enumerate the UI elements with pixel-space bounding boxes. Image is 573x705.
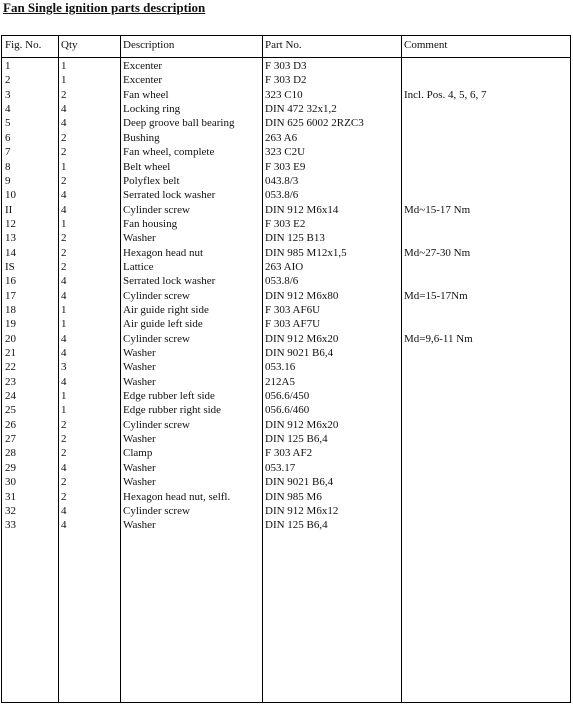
fig-no-cell: 16: [5, 275, 16, 288]
part-no-cell: F 303 D2: [265, 74, 307, 87]
part-no-cell: DIN 912 M6x80: [265, 289, 339, 302]
fig-no-cell: 27: [5, 433, 16, 446]
qty-cell: 2: [61, 447, 67, 460]
qty-cell: 1: [61, 318, 67, 331]
table-row: [2, 260, 570, 274]
qty-cell: 4: [61, 332, 67, 345]
table-row: [2, 274, 570, 288]
part-no-cell: F 303 E2: [265, 217, 306, 230]
part-no-cell: 263 A6: [265, 131, 298, 144]
description-cell: Hexagon head nut: [123, 246, 204, 259]
description-cell: Fan housing: [123, 217, 178, 230]
table-row: [2, 360, 570, 374]
table-row: [2, 246, 570, 260]
table-row: [2, 116, 570, 130]
part-no-cell: 263 AIO: [265, 260, 304, 273]
comment-cell: Md=9,6-11 Nm: [404, 332, 473, 345]
description-cell: Fan wheel, complete: [123, 146, 215, 159]
description-cell: Clamp: [123, 447, 153, 460]
fig-no-cell: 4: [5, 103, 11, 115]
description-cell: Air guide left side: [123, 318, 203, 331]
part-no-cell: 212A5: [265, 375, 295, 388]
qty-cell: 2: [61, 433, 67, 446]
table-row: [2, 217, 570, 231]
fig-no-cell: 21: [5, 347, 16, 359]
qty-cell: 4: [61, 275, 67, 288]
part-no-cell: 053.8/6: [265, 275, 299, 288]
qty-cell: 4: [61, 461, 67, 474]
qty-cell: 4: [61, 289, 67, 302]
qty-cell: 4: [61, 189, 67, 202]
description-cell: Air guide right side: [123, 303, 209, 316]
fig-no-cell: 12: [5, 217, 16, 230]
fig-no-cell: 7: [5, 146, 11, 159]
fig-no-cell: 20: [5, 332, 16, 345]
part-no-cell: DIN 625 6002 2RZC3: [265, 117, 364, 130]
qty-cell: 1: [61, 303, 67, 316]
fig-no-cell: 28: [5, 447, 16, 460]
fig-no-cell: 25: [5, 404, 16, 417]
table-row: [2, 432, 570, 446]
qty-cell: 1: [61, 60, 67, 72]
description-cell: Fan wheel: [123, 88, 169, 101]
description-cell: Edge rubber right side: [123, 404, 222, 417]
table-row: [2, 231, 570, 245]
part-no-cell: DIN 985 M6: [265, 490, 322, 503]
fig-no-cell: 6: [5, 131, 11, 144]
description-cell: Washer: [123, 361, 156, 374]
fig-no-cell: 5: [5, 117, 11, 130]
column-header-fig-no: Fig. No.: [5, 39, 42, 51]
qty-cell: 2: [61, 246, 67, 259]
qty-cell: 4: [61, 103, 67, 115]
table-row: [2, 160, 570, 174]
qty-cell: 4: [61, 519, 67, 532]
qty-cell: 2: [61, 232, 67, 245]
part-no-cell: DIN 472 32x1,2: [265, 103, 337, 115]
qty-cell: 2: [61, 88, 67, 101]
part-no-cell: DIN 912 M6x20: [265, 418, 339, 431]
table-row: [2, 375, 570, 389]
qty-cell: 2: [61, 260, 67, 273]
description-cell: Washer: [123, 461, 156, 474]
qty-cell: 4: [61, 203, 67, 216]
part-no-cell: 053.16: [265, 361, 296, 374]
qty-cell: 1: [61, 390, 67, 403]
description-cell: Excenter: [123, 60, 163, 72]
header-divider: [2, 57, 570, 58]
comment-cell: Md=15-17Nm: [404, 289, 468, 302]
table-row: [2, 73, 570, 87]
part-no-cell: F 303 D3: [265, 60, 307, 72]
table-row: [2, 317, 570, 331]
table-row: [2, 403, 570, 417]
parts-table: [1, 35, 571, 703]
part-no-cell: 056.6/460: [265, 404, 310, 417]
table-row: [2, 174, 570, 188]
qty-cell: 4: [61, 504, 67, 517]
table-row: [2, 145, 570, 159]
qty-cell: 1: [61, 74, 67, 87]
description-cell: Cylinder screw: [123, 418, 190, 431]
comment-cell: Incl. Pos. 4, 5, 6, 7: [404, 88, 487, 101]
part-no-cell: 323 C10: [265, 88, 303, 101]
comment-cell: Md~27-30 Nm: [404, 246, 471, 259]
description-cell: Washer: [123, 476, 156, 489]
description-cell: Washer: [123, 347, 156, 359]
part-no-cell: DIN 9021 B6,4: [265, 476, 334, 489]
qty-cell: 4: [61, 347, 67, 359]
table-row: [2, 418, 570, 432]
description-cell: Washer: [123, 375, 156, 388]
fig-no-cell: 29: [5, 461, 16, 474]
table-row: [2, 490, 570, 504]
table-row: [2, 289, 570, 303]
qty-cell: 2: [61, 146, 67, 159]
part-no-cell: DIN 125 B6,4: [265, 519, 328, 532]
part-no-cell: F 303 E9: [265, 160, 306, 173]
qty-cell: 1: [61, 217, 67, 230]
table-row: [2, 461, 570, 475]
description-cell: Deep groove ball bearing: [123, 117, 235, 130]
qty-cell: 2: [61, 174, 67, 187]
qty-cell: 2: [61, 418, 67, 431]
fig-no-cell: 23: [5, 375, 16, 388]
description-cell: Washer: [123, 433, 156, 446]
part-no-cell: DIN 912 M6x14: [265, 203, 339, 216]
table-row: [2, 131, 570, 145]
table-row: [2, 188, 570, 202]
table-row: [2, 475, 570, 489]
part-no-cell: 053.17: [265, 461, 296, 474]
fig-no-cell: IS: [5, 260, 15, 273]
description-cell: Cylinder screw: [123, 289, 190, 302]
part-no-cell: DIN 9021 B6,4: [265, 347, 334, 359]
description-cell: Belt wheel: [123, 160, 171, 173]
column-header-comment: Comment: [404, 39, 448, 51]
fig-no-cell: 10: [5, 189, 16, 202]
part-no-cell: DIN 985 M12x1,5: [265, 246, 347, 259]
fig-no-cell: 22: [5, 361, 16, 374]
part-no-cell: 053.8/6: [265, 189, 299, 202]
description-cell: Washer: [123, 232, 156, 245]
part-no-cell: F 303 AF7U: [265, 318, 321, 331]
table-row: [2, 203, 570, 217]
qty-cell: 1: [61, 404, 67, 417]
fig-no-cell: 32: [5, 504, 16, 517]
table-row: [2, 518, 570, 532]
fig-no-cell: 3: [5, 88, 11, 101]
qty-cell: 4: [61, 375, 67, 388]
table-row: [2, 446, 570, 460]
description-cell: Hexagon head nut, selfl.: [123, 490, 231, 503]
qty-cell: 3: [61, 361, 67, 374]
description-cell: Serrated lock washer: [123, 275, 216, 288]
part-no-cell: DIN 912 M6x12: [265, 504, 339, 517]
page-title: Fan Single ignition parts description: [3, 0, 206, 15]
part-no-cell: DIN 912 M6x20: [265, 332, 339, 345]
description-cell: Cylinder screw: [123, 332, 190, 345]
description-cell: Polyflex belt: [123, 174, 180, 187]
column-header-qty: Qty: [61, 39, 78, 51]
fig-no-cell: 33: [5, 519, 16, 532]
description-cell: Locking ring: [123, 103, 181, 115]
fig-no-cell: 9: [5, 174, 11, 187]
description-cell: Excenter: [123, 74, 163, 87]
qty-cell: 4: [61, 117, 67, 130]
fig-no-cell: 30: [5, 476, 16, 489]
fig-no-cell: 14: [5, 246, 16, 259]
description-cell: Washer: [123, 519, 156, 532]
fig-no-cell: 17: [5, 289, 16, 302]
fig-no-cell: 8: [5, 160, 11, 173]
description-cell: Cylinder screw: [123, 203, 190, 216]
table-row: [2, 504, 570, 518]
table-row: [2, 332, 570, 346]
part-no-cell: DIN 125 B13: [265, 232, 325, 245]
fig-no-cell: 31: [5, 490, 16, 503]
table-row: [2, 389, 570, 403]
part-no-cell: 043.8/3: [265, 174, 299, 187]
part-no-cell: 323 C2U: [265, 146, 306, 159]
qty-cell: 2: [61, 131, 67, 144]
fig-no-cell: 13: [5, 232, 16, 245]
description-cell: Serrated lock washer: [123, 189, 216, 202]
qty-cell: 2: [61, 476, 67, 489]
column-header-description: Description: [123, 39, 175, 51]
description-cell: Cylinder screw: [123, 504, 190, 517]
qty-cell: 2: [61, 490, 67, 503]
table-row: [2, 102, 570, 116]
description-cell: Lattice: [123, 260, 154, 273]
table-row: [2, 303, 570, 317]
qty-cell: 1: [61, 160, 67, 173]
description-cell: Edge rubber left side: [123, 390, 215, 403]
part-no-cell: 056.6/450: [265, 390, 310, 403]
fig-no-cell: 24: [5, 390, 16, 403]
fig-no-cell: 26: [5, 418, 16, 431]
fig-no-cell: II: [5, 203, 13, 216]
description-cell: Bushing: [123, 131, 160, 144]
part-no-cell: F 303 AF2: [265, 447, 313, 460]
column-header-part-no: Part No.: [265, 39, 302, 51]
table-row: [2, 88, 570, 102]
table-row: [2, 346, 570, 360]
fig-no-cell: 2: [5, 74, 11, 87]
part-no-cell: F 303 AF6U: [265, 303, 321, 316]
table-row: [2, 59, 570, 73]
comment-cell: Md~15-17 Nm: [404, 203, 471, 216]
fig-no-cell: 19: [5, 318, 16, 331]
fig-no-cell: 18: [5, 303, 16, 316]
part-no-cell: DIN 125 B6,4: [265, 433, 328, 446]
fig-no-cell: 1: [5, 60, 11, 72]
